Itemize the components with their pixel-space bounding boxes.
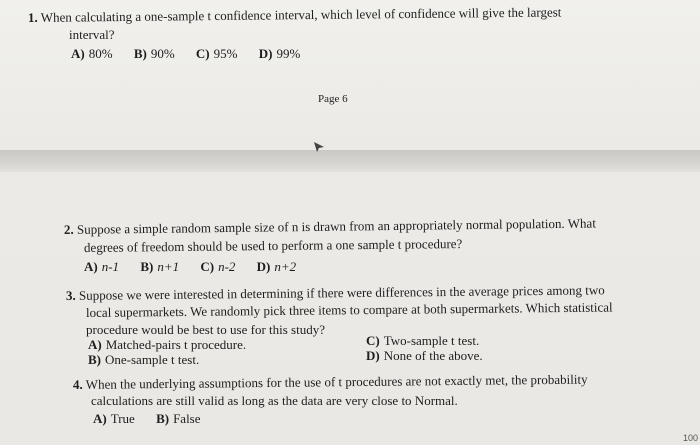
- q3-option-b[interactable]: B) One-sample t test.: [88, 352, 200, 367]
- question-2-text-line1: 2. Suppose a simple random sample size of n is drawn from an appropriately normal population. What: [63, 215, 596, 237]
- question-4-text-line1: 4. When the underlying assumptions for the use of t procedures are not exactly met, the probability: [72, 371, 588, 392]
- question-1-options: [71, 46, 318, 61]
- q3-option-d[interactable]: D) None of the above.: [366, 348, 483, 363]
- question-4-options: [93, 411, 219, 426]
- question-3-text-line2: local supermarkets. We randomly pick three items to compare at both supermarkets. Which statistical: [85, 299, 613, 320]
- q4-option-a[interactable]: A) True: [93, 411, 135, 426]
- corner-number: 100: [682, 433, 698, 443]
- q3-option-a[interactable]: A) Matched-pairs t procedure.: [88, 337, 247, 352]
- q2-option-a[interactable]: A) n-1: [84, 259, 120, 274]
- question-1-text-line2: interval?: [69, 27, 115, 42]
- page-label: Page 6: [318, 93, 348, 105]
- question-2-text-line2: degrees of freedom should be used to perform a one sample t procedure?: [83, 236, 463, 255]
- question-1-text-line1: 1. When calculating a one-sample t confidence interval, which level of confidence will give the largest: [27, 4, 562, 25]
- question-3-text-line3: procedure would be best to use for this study?: [86, 322, 326, 337]
- q1-option-d[interactable]: D) 99%: [258, 46, 301, 61]
- page-gap: [0, 150, 700, 172]
- question-4-text-line2: calculations are still valid as long as the data are very close to Normal.: [91, 393, 458, 408]
- q1-option-a[interactable]: A) 80%: [71, 46, 113, 61]
- q2-option-b[interactable]: B) n+1: [140, 259, 180, 274]
- question-3-text-line1: 3. Suppose we were interested in determining if there were differences in the average prices among two: [65, 282, 605, 303]
- q1-option-b[interactable]: B) 90%: [133, 46, 175, 61]
- q1-option-c[interactable]: C) 95%: [195, 46, 238, 61]
- q2-option-d[interactable]: D) n+2: [256, 259, 297, 274]
- pointer-cursor-icon: [313, 141, 325, 153]
- q4-option-b[interactable]: B) False: [156, 411, 201, 426]
- q2-option-c[interactable]: C) n-2: [200, 259, 236, 274]
- q3-option-c[interactable]: C) Two-sample t test.: [366, 333, 480, 348]
- question-2-options: [84, 259, 314, 274]
